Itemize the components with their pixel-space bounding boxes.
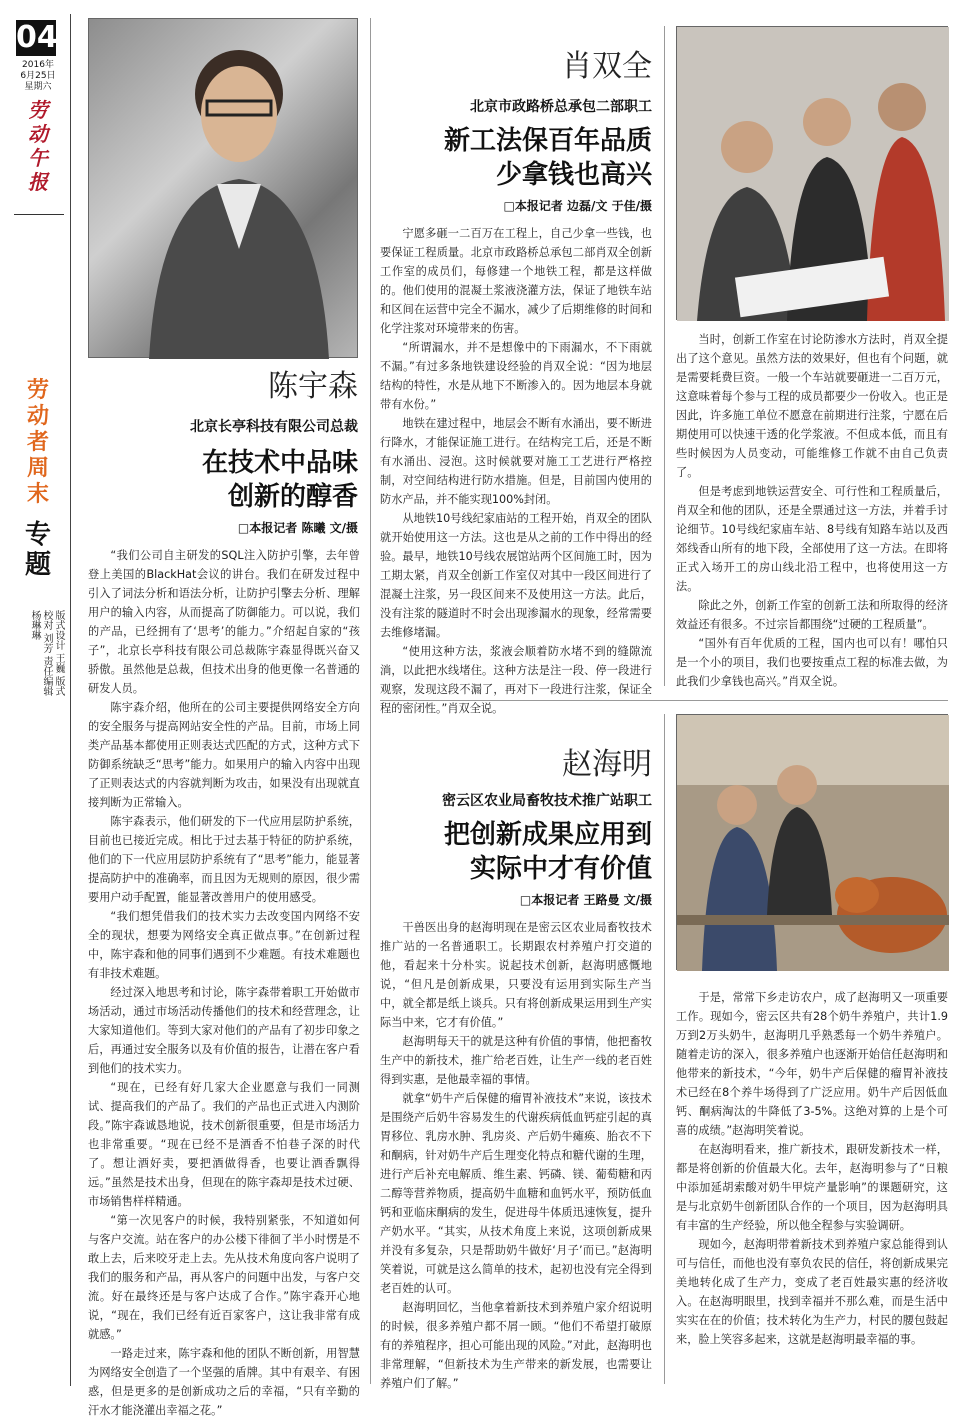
person-silhouette-icon <box>89 19 359 359</box>
headline <box>88 446 358 514</box>
paragraph: “我们公司自主研发的SQL注入防护引擎，去年曾登上美国的BlackHat会议的讲台。我们在研发过程中引入了词法分析和语法分析，让防护引擎去分析、理解用户的输入内容，从而提高了防御能力。可以说，我们的产品，已经拥有了‘思考’的能力。”介绍起自家的“孩子”，北京长亭科技有限公司总裁陈宇森显得既兴奋又骄傲。虽然他是总裁，但技术出身的他更像一名普通的研发人员。 <box>88 549 360 695</box>
person-title: 密云区农业局畜牧技术推广站职工 <box>442 793 652 809</box>
person-name: 陈宇森 <box>268 369 358 404</box>
date-year: 2016年 <box>22 60 54 70</box>
paragraph: “使用这种方法，浆液会顺着防水堵不到的缝隙流淌，以此把水线堵住。这种方法是注一段、停一段进行观察，发现这段不漏了，再对下一段进行注浆，保证全程的密闭性。”肖双全说。 <box>380 645 652 715</box>
paragraph: 当时，创新工作室在讨论防渗水方法时，肖双全提出了这个意见。虽然方法的效果好，但也有个问题，就是需要耗费巨资。一般一个车站就要砸进一二百万元，这意味着每个参与工程的成员都要少一份收入。也正是因此，许多施工单位不愿意在前期进行注浆，宁愿在后期使用可以快速干透的化学浆液。不但成本低，而且有些时候因为人员变动，可能维修工作就不由自己负责了。 <box>676 333 948 479</box>
headline <box>380 818 652 886</box>
work-discussion-photo <box>676 26 948 320</box>
paragraph: 从地铁10号线纪家庙站的工程开始，肖双全的团队就开始使用这一方法。这也是从之前的工作中得出的经验。最早，地铁10号线农展馆站两个区间施工时，因为工期太紧，肖双全创新工作室仅对其中一段区间进行了混凝土注浆，另一段区间来不及使用这一方法。此后，没有注浆的隧道时不时会出现渗漏水的现象，经常需要去维修堵漏。 <box>380 512 652 639</box>
article-body <box>676 988 948 1384</box>
headline-line: 在技术中品味 <box>201 448 358 478</box>
paragraph: “国外有百年优质的工程，国内也可以有！哪怕只是一个小的项目，我们也要按重点工程的标准去做，为此我们少拿钱也高兴。”肖双全说。 <box>676 637 948 688</box>
topic-title: 专题 <box>24 520 51 580</box>
page-number: 04 <box>16 20 58 55</box>
paragraph: 经过深入地思考和讨论，陈宇森带着职工开始做市场活动，通过市场活动传播他们的技术和经营理念，让大家知道他们。等到大家对他们的产品有了初步印象之后，再通过安全服务以及有价值的报告，让潜在客户看到他们的技术实力。 <box>88 986 360 1075</box>
headline-line: 实际中才有价值 <box>469 854 652 884</box>
headline-line: 新工法保百年品质 <box>443 126 652 156</box>
paragraph: 陈宇森介绍，他所在的公司主要提供网络安全方向的安全服务与提高网站安全性的产品。目前，市场上同类产品基本都使用正则表达式匹配的方式，这种方式下防御系统缺乏“思考”能力。如果用户的输入内容中出现了正则表达式的内容就判断为攻击，如果没有出现就直接判断为正常输入。 <box>88 701 360 809</box>
headline-line: 创新的醇香 <box>227 482 358 512</box>
article-body <box>380 224 652 715</box>
headline <box>380 124 652 192</box>
section-title: 劳动者周末 <box>26 378 49 507</box>
paragraph: 干兽医出身的赵海明现在是密云区农业局畜牧技术推广站的一名普通职工。长期跟农村养殖户打交道的他，看起来十分朴实。说起技术创新，赵海明感慨地说，“但凡是创新成果，只要没有运用到实际生产当中，就全都是纸上谈兵。只有将创新成果运用到生产实际当中来，它才有价值。” <box>380 921 652 1029</box>
paragraph: 在赵海明看来，推广新技术，跟研发新技术一样，都是将创新的价值最大化。去年，赵海明参与了“日粮中添加延胡索酸对奶牛甲烷产量影响”的课题研究，这是与北京奶牛创新团队合作的一个项目，因为赵海明具有丰富的生产经验，所以他全程参与实验调研。 <box>676 1143 948 1232</box>
headline-line: 把创新成果应用到 <box>443 820 652 850</box>
paragraph: 赵海明每天干的就是这种有价值的事情，他把畜牧生产中的新技术，推广给老百姓，让生产一线的老百姓得到实惠，是他最幸福的事情。 <box>380 1035 652 1086</box>
article-body <box>88 546 360 1417</box>
paragraph: “现在，已经有好几家大企业愿意与我们一同测试、提高我们的产品了。我们的产品也正式进入内测阶段。”陈宇森诚恳地说，技术创新很重要，但是市场活力也非常重要。“现在已经不是酒香不怕巷子深的时代了。想让酒好卖，要把酒做得香，也要让酒香飘得远。”虽然是技术出身，但现在的陈宇森却是技术过硬、市场销售样样精通。 <box>88 1081 360 1208</box>
paragraph: 但是考虑到地铁运营安全、可行性和工程质量后，肖双全和他的团队，还是全票通过这一方法，并着手讨论细节。10号线纪家庙车站、8号线有知路车站以及西郊线香山所有的地下段，全部使用了这一方法。在即将正式入场开工的房山线北沿工程中，也将使用这一方法。 <box>676 485 948 593</box>
editor-credits: 版式设计 王巍 版式校对 刘芳 责任编辑 杨琳琳 <box>29 610 64 697</box>
person-title: 北京市政路桥总承包二部职工 <box>470 99 652 115</box>
article-body <box>676 330 948 686</box>
paragraph: 于是，常常下乡走访农户，成了赵海明又一项重要工作。现如今，密云区共有28个奶牛养殖户，共计1.9万到2万头奶牛，赵海明几乎熟悉每一个奶牛养殖户。随着走访的深入，很多养殖户也逐渐开始信任赵海明和他带来的新技术，“今年，奶牛产后保健的瘤胃补液技术已经在8个养牛场得到了广泛应用。奶牛产后因低血钙、酮病淘汰的牛降低了3-5%。这绝对算的上是个可喜的成绩。”赵海明笑着说。 <box>676 991 948 1137</box>
portrait-photo <box>88 18 358 358</box>
paragraph: 宁愿多砸一二百万在工程上，自己少拿一些钱，也要保证工程质量。北京市政路桥总承包二部肖双全创新工作室的成员们，每修建一个地铁工程，都是这样做的。他们使用的混凝土浆液浇灌方法，保证了地铁车站和区间在运营中完全不漏水，减少了后期维修的时间和化学注浆对环境带来的伤害。 <box>380 227 652 335</box>
date-day: 6月25日 <box>20 71 56 81</box>
date-weekday: 星期六 <box>24 82 52 92</box>
headline-line: 少拿钱也高兴 <box>495 160 652 190</box>
paragraph: “第一次见客户的时候，我特别紧张，不知道如何与客户交流。站在客户的办公楼下徘徊了半小时愣是不敢上去，后来咬牙走上去。先从技术角度向客户说明了我们的服务和产品，再从客户的问题中出发，与客户交流。好在最终还是与客户达成了合作。”陈宇森开心地说，“现在，我们已经有近百家客户，这让我非常有成就感。” <box>88 1214 360 1341</box>
paragraph: 现如今，赵海明带着新技术到养殖户家总能得到认可与信任，而他也没有辜负农民的信任，将创新成果完美地转化成了生产力，变成了老百姓最实惠的经济收入。在赵海明眼里，找到幸福并不那么难，而是生活中实实在在的价值；技术转化为生产力，村民的腰包鼓起来，脸上笑容多起来，这就是赵海明最幸福的事。 <box>676 1238 948 1346</box>
byline: □本报记者 王路曼 文/摄 <box>519 893 652 907</box>
paragraph: “我们想凭借我们的技术实力去改变国内网络不安全的现状，想要为网络安全真正做点事。”在创新过程中，陈宇森和他的同事们遇到不少难题。有技术难题也有非技术难题。 <box>88 910 360 980</box>
byline: □本报记者 陈曦 文/摄 <box>237 521 358 535</box>
byline: □本报记者 边磊/文 于佳/摄 <box>503 199 652 213</box>
cattle-farm-photo <box>676 714 948 970</box>
paragraph: 除此之外，创新工作室的创新工法和所取得的经济效益还有很多。不过宗旨都围绕“过硬的工程质量”。 <box>676 599 948 631</box>
person-name: 肖双全 <box>562 49 652 84</box>
paragraph: 赵海明回忆，当他拿着新技术到养殖户家介绍说明的时候，很多养殖户都不屑一顾。“他们不希望打破原有的养殖程序，担心可能出现的风险。”对此，赵海明也非常理解，“但新技术为生产带来的新发展，也需要让养殖户们了解。” <box>380 1301 652 1390</box>
paragraph: 陈宇森表示，他们研发的下一代应用层防护系统，目前也已接近完成。相比于过去基于特征的防护系统，他们的下一代应用层防护系统有了“思考”能力，能显著提高防护中的准确率，而且因为无规则的原因，很少需要用户动手配置，能显著改善用户的使用感受。 <box>88 815 360 904</box>
issue-date <box>16 60 60 93</box>
newspaper-logo: 劳动午报 <box>28 98 48 194</box>
paragraph: 地铁在建过程中，地层会不断有水涌出，要不断进行降水，才能保证施工进行。在结构完工后，还是不断有水涌出、浸泡。这时候就要对施工工艺进行严格控制，对空间结构进行防水措施。但是，目前国内使用的防水产品，并不能实现100%封闭。 <box>380 417 652 506</box>
paragraph: “所谓漏水，并不是想像中的下雨漏水，不下雨就不漏。”有过多条地铁建设经验的肖双全说：“因为地层结构的特性，水是从地下不断渗入的。因为地层本身就带有水份。” <box>380 341 652 411</box>
person-name: 赵海明 <box>562 747 652 782</box>
workers-reviewing-plans-icon <box>677 27 949 321</box>
person-title: 北京长亭科技有限公司总裁 <box>190 419 358 435</box>
paragraph: 一路走过来，陈宇森和他的团队不断创新，用智慧为网络安全创造了一个坚强的盾牌。其中有艰辛、有困惑，但是更多的是创新成功之后的幸福，“只有辛勤的汗水才能浇灌出幸福之花。” <box>88 1347 360 1417</box>
paragraph: 就拿“奶牛产后保健的瘤胃补液技术”来说，该技术是围绕产后奶牛容易发生的代谢疾病低血钙症引起的真胃移位、乳房水肿、乳房炎、产后奶牛瘫痪、胎衣不下和酮病，针对奶牛产后生理变化特点和糖代谢的生理，进行产后补充电解质、维生素、钙磷、镁、葡萄糖和丙二醇等营养物质，提高奶牛血糖和血钙水平，预防低血钙和亚临床酮病的发生，促进母牛体质迅速恢复，提升产奶水平。“其实，从技术角度上来说，这项创新成果并没有多复杂，只是帮助奶牛做好‘月子’而已。”赵海明笑着说，可就是这么简单的技术，起初也没有完全得到老百姓的认可。 <box>380 1092 652 1295</box>
farmers-with-cattle-icon <box>677 715 949 971</box>
article-body <box>380 918 652 1390</box>
